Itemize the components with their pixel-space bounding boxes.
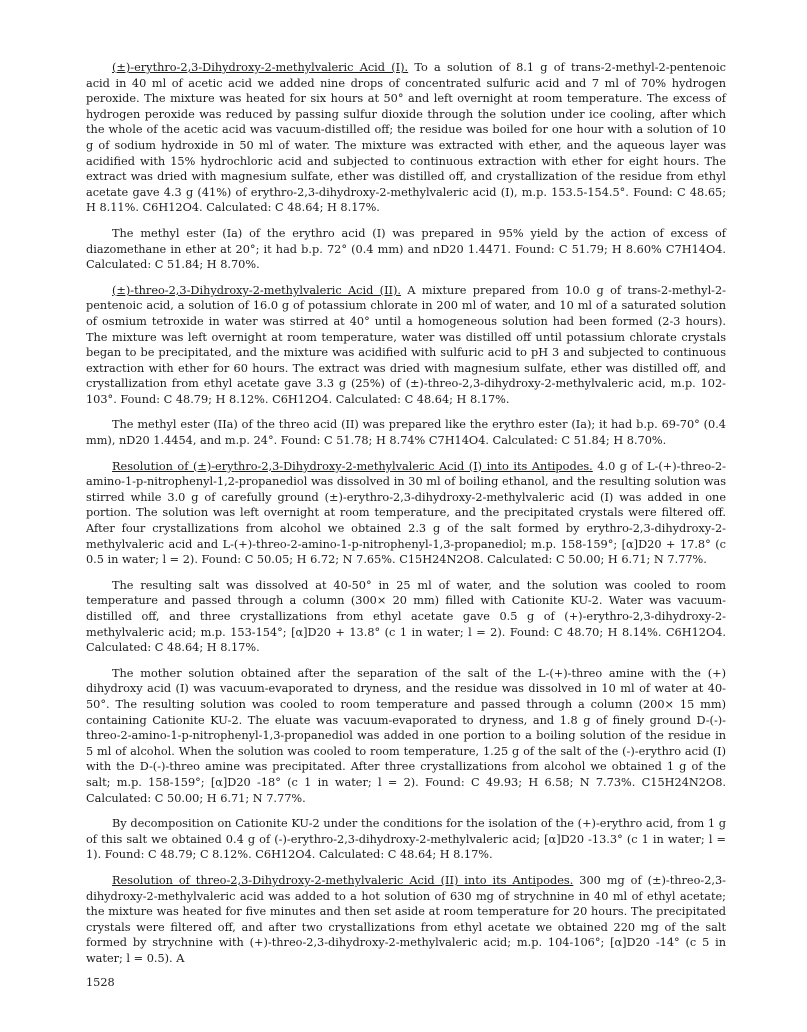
section-heading-threo-resolution: Resolution of threo-2,3-Dihydroxy-2-methylvaleric Acid (II) into its Antipodes. (112, 873, 574, 887)
section-heading-erythro-resolution: Resolution of (±)-erythro-2,3-Dihydroxy-2-methylvaleric Acid (I) into its Antipodes. (112, 459, 593, 473)
paragraph-threo-methyl-ester (86, 417, 726, 448)
paragraph-minus-erythro-isolation (86, 816, 726, 863)
paragraph-erythro-acid-synthesis (86, 60, 726, 216)
section-heading-threo-acid: (±)-threo-2,3-Dihydroxy-2-methylvaleric Acid (II). (112, 283, 402, 297)
paragraph-threo-resolution (86, 873, 726, 967)
page-number: 1528 (86, 976, 115, 989)
paragraph-text: The methyl ester (IIa) of the threo acid (II) was prepared like the erythro ester (Ia); it had b.p. 69-70° (0.4 mm), nD20 1.4454, and m.p. 24°. Found: C 51.78; H 8.74% C7H14O4. Calculated: C 51.84; H 8.70%. (86, 418, 726, 448)
paragraph-text: The methyl ester (Ia) of the erythro acid (I) was prepared in 95% yield by the action of excess of diazomethane in ether at 20°; it had b.p. 72° (0.4 mm) and nD20 1.4471. Found: C 51.79; H 8.60% C7H14O4. Calculated: C 51.84; H 8.70%. (86, 226, 726, 272)
paragraph-text: 300 mg of (±)-threo-2,3-dihydroxy-2-methylvaleric acid was added to a hot solution of 630 mg of strychnine in 40 ml of ethyl acetate; the mixture was heated for five minutes and then set aside at room temperature for 20 hours. The precipitated crystals were filtered off, and after two crystallizations from ethyl acetate we obtained 220 mg of the salt formed by strychnine with (+)-threo-2,3-dihydroxy-2-methylvaleric acid; m.p. 104-106°; [α]D20 -14° (c 5 in water; l = 0.5). A (86, 873, 726, 965)
paragraph-text: By decomposition on Cationite KU-2 under the conditions for the isolation of the (+)-erythro acid, from 1 g of this salt we obtained 0.4 g of (-)-erythro-2,3-dihydroxy-2-methylvaleric acid; [α]D20 -13.3° (c 1 in water; l = 1). Found: C 48.79; C 8.12%. C6H12O4. Calculated: C 48.64; H 8.17%. (86, 817, 726, 862)
paragraph-text: 4.0 g of L-(+)-threo-2-amino-1-p-nitrophenyl-1,2-propanediol was dissolved in 30 ml of boiling ethanol, and the resulting solution was stirred while 3.0 g of carefully ground (±)-erythro-2,3-dihydroxy-2-methylvaleric acid (I) was added in one portion. The solution was left overnight at room temperature, and the precipitated crystals were filtered off. After four crystallizations from alcohol we obtained 2.3 g of the salt formed by erythro-2,3-dihydroxy-2-methylvaleric acid and L-(+)-threo-2-amino-1-p-nitrophenyl-1,3-propanediol; m.p. 158-159°; [α]D20 + 17.8° (c 0.5 in water; l = 2). Found: C 50.05; H 6.72; N 7.65%. C15H24N2O8. Calculated: C 50.00; H 6.71; N 7.77%. (86, 459, 726, 567)
paragraph-text: The mother solution obtained after the separation of the salt of the L-(+)-threo amine with the (+) dihydroxy acid (I) was vacuum-evaporated to dryness, and the residue was dissolved in 10 ml of water at 40-50°. The resulting solution was cooled to room temperature and passed through a column (200× 15 mm) containing Cationite KU-2. The eluate was vacuum-evaporated to dryness, and 1.8 g of finely ground D-(-)-threo-2-amino-1-p-nitrophenyl-1,3-propanediol was added in one portion to a boiling solution of the residue in 5 ml of alcohol. When the solution was cooled to room temperature, 1.25 g of the salt of the (-)-erythro acid (I) with the D-(-)-threo amine was precipitated. After three crystallizations from alcohol we obtained 1 g of the salt; m.p. 158-159°; [α]D20 -18° (c 1 in water; l = 2). Found: C 49.93; H 6.58; N 7.73%. C15H24N2O8. Calculated: C 50.00; H 6.71; N 7.77%. (86, 666, 726, 805)
paragraph-mother-solution (86, 666, 726, 806)
paragraph-threo-acid-synthesis (86, 283, 726, 408)
paragraph-erythro-methyl-ester (86, 226, 726, 273)
paragraph-text: To a solution of 8.1 g of trans-2-methyl-2-pentenoic acid in 40 ml of acetic acid we added nine drops of concentrated sulfuric acid and 7 ml of 70% hydrogen peroxide. The mixture was heated for six hours at 50° and left overnight at room temperature. The excess of hydrogen peroxide was reduced by passing sulfur dioxide through the solution under ice cooling, after which the whole of the acetic acid was vacuum-distilled off; the residue was boiled for one hour with a solution of 10 g of sodium hydroxide in 50 ml of water. The mixture was extracted with ether, and the aqueous layer was acidified with 15% hydrochloric acid and subjected to continuous extraction with ether for eight hours. The extract was dried with magnesium sulfate, ether was distilled off, and crystallization of the residue from ethyl acetate gave 4.3 g (41%) of erythro-2,3-dihydroxy-2-methylvaleric acid (I), m.p. 153.5-154.5°. Found: C 48.65; H 8.11%. C6H12O4. Calculated: C 48.64; H 8.17%. (86, 61, 726, 215)
article-body (86, 60, 726, 976)
paragraph-erythro-resolution (86, 459, 726, 568)
paragraph-plus-erythro-isolation (86, 578, 726, 656)
paragraph-text: A mixture prepared from 10.0 g of trans-2-methyl-2-pentenoic acid, a solution of 16.0 g of potassium chlorate in 200 ml of water, and 10 ml of a saturated solution of osmium tetroxide in water was stirred at 40° until a homogeneous solution had been formed (2-3 hours). The mixture was left overnight at room temperature, water was distilled off until potassium chlorate crystals began to be precipitated, and the mixture was acidified with sulfuric acid to pH 3 and subjected to continuous extraction with ether for 60 hours. The extract was dried with magnesium sulfate, ether was distilled off, and crystallization from ethyl acetate gave 3.3 g (25%) of (±)-threo-2,3-dihydroxy-2-methylvaleric acid, m.p. 102-103°. Found: C 48.79; H 8.12%. C6H12O4. Calculated: C 48.64; H 8.17%. (86, 283, 726, 406)
paragraph-text: The resulting salt was dissolved at 40-50° in 25 ml of water, and the solution was cooled to room temperature and passed through a column (300× 20 mm) filled with Cationite KU-2. Water was vacuum-distilled off, and three crystallizations from ethyl acetate gave 0.5 g of (+)-erythro-2,3-dihydroxy-2-methylvaleric acid; m.p. 153-154°; [α]D20 + 13.8° (c 1 in water; l = 2). Found: C 48.70; H 8.14%. C6H12O4. Calculated: C 48.64; H 8.17%. (86, 578, 726, 655)
section-heading-erythro-acid: (±)-erythro-2,3-Dihydroxy-2-methylvaleric Acid (I). (112, 61, 409, 74)
